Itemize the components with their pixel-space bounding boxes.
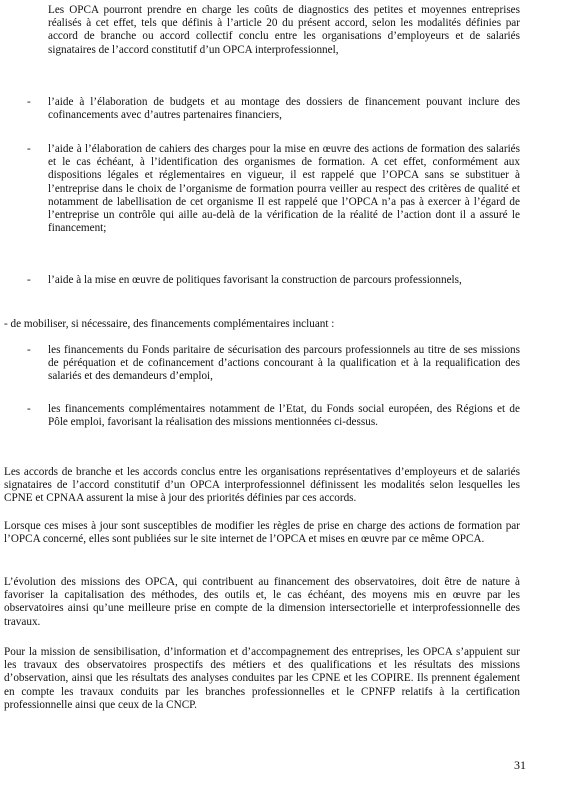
list-dash: - [27,96,31,108]
paragraph-sensibilisation: Pour la mission de sensibilisation, d’information et d’accompagnement des entreprises, les OPCA s’appuient sur les travaux des observatoires prospectifs des métiers et des qualifications et les résultats des missions d’observation, ainsi que les résultats des analyses conduites par les CPNE et les COPIRE. Ils prennent également en compte les travaux conduits par les branches professionnelles et le CPNFP relatifs à la certification professionnelle ainsi que ceux de la CNCP. [4,646,520,711]
list-dash: - [27,403,31,415]
list-item-text: l’aide à l’élaboration de cahiers des charges pour la mise en œuvre des actions de formation des salariés et le cas échéant, à l’identification des organismes de formation. A cet effet, conformément aux dispositions légales et réglementaires en vigueur, il est rappelé que l’OPCA sans se substituer à l’entreprise dans le choix de l’organisme de formation pourra veiller au respect des critères de qualité et notamment de labellisation de cet organisme Il est rappelé que l’OPCA n’a pas à exercer à l’égard de l’entreprise un contrôle qui aille au-delà de la vérification de la réalité de l’action dont il a assuré le financement; [48,143,520,235]
paragraph-evolution: L’évolution des missions des OPCA, qui contribuent au financement des observatoires, doit être de nature à favoriser la capitalisation des méthodes, des outils et, le cas échéant, des moyens mis en œuvre par les observatoires ainsi qu’une meilleure prise en compte de la dimension intersectorielle et interprofessionnelle des travaux. [4,576,520,628]
list-item-text: les financements complémentaires notamment de l’Etat, du Fonds social européen, des Régions et de Pôle emploi, favorisant la réalisation des missions mentionnées ci-dessus. [48,403,520,429]
page-number: 31 [514,758,526,772]
paragraph-accords: Les accords de branche et les accords conclus entre les organisations représentatives d’employeurs et de salariés signataires de l’accord constitutif d’un OPCA interprofessionnel définissent les modalités selon lesquelles les CPNE et CPNAA assurent la mise à jour des priorités définies par ces accords. [4,466,520,505]
list-item-text: l’aide à la mise en œuvre de politiques favorisant la construction de parcours professionnels, [48,274,462,286]
mobiliser-heading: - de mobiliser, si nécessaire, des financements complémentaires incluant : [4,318,335,330]
paragraph-mises-a-jour: Lorsque ces mises à jour sont susceptibles de modifier les règles de prise en charge des actions de formation par l’OPCA concerné, elles sont publiées sur le site internet de l’OPCA et mises en œuvre par ce même OPCA. [4,520,520,546]
list-item-text: les financements du Fonds paritaire de sécurisation des parcours professionnels au titre de ses missions de péréquation et de cofinancement d’actions concourant à la qualification et à la requalification des salariés et des demandeurs d’emploi, [48,344,520,383]
list-dash: - [27,274,31,286]
intro-paragraph: Les OPCA pourront prendre en charge les coûts de diagnostics des petites et moyennes entreprises réalisés à cet effet, tels que définis à l’article 20 du présent accord, selon les modalités définies par accord de branche ou accord collectif conclu entre les organisations d’employeurs et de salariés signataires de l’accord constitutif d’un OPCA interprofessionnel, [48,4,520,56]
list-item-text: l’aide à l’élaboration de budgets et au montage des dossiers de financement pouvant inclure des cofinancements avec d’autres partenaires financiers, [48,96,520,122]
list-dash: - [27,344,31,356]
list-dash: - [27,143,31,155]
